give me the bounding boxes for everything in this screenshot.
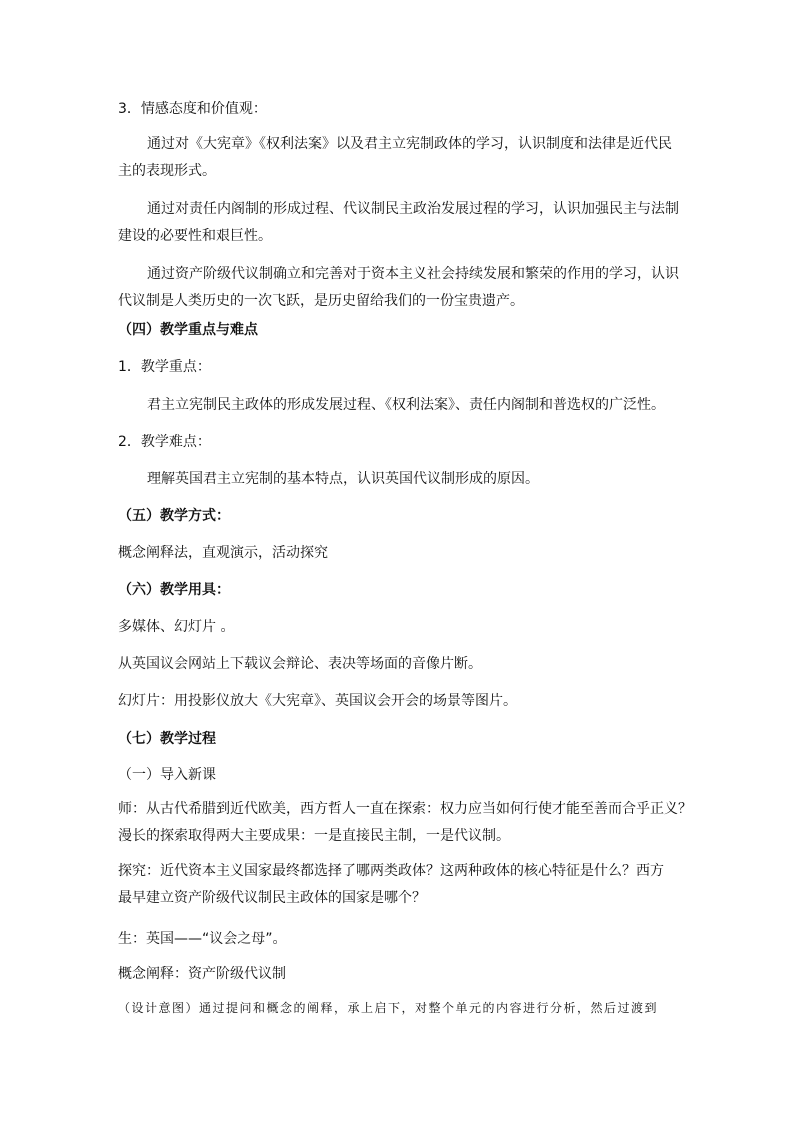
explore-paragraph	[118, 858, 678, 912]
tools-item-2: 从英国议会网站上下载议会辩论、表决等场面的音像片断。	[118, 656, 482, 672]
focus-label: 1．教学重点：	[118, 359, 211, 375]
paragraph-3-line-2: 代议制是人类历史的一次飞跃，是历史留给我们的一份宝贵遗产。	[118, 293, 524, 309]
concept-explanation: 概念阐释：资产阶级代议制	[118, 966, 286, 982]
focus-text: 君主立宪制民主政体的形成发展过程、《权利法案》、责任内阁制和普选权的广泛性。	[147, 397, 665, 413]
tools-item-1: 多媒体、幻灯片 。	[118, 619, 235, 635]
student-answer: 生：英国——“议会之母”。	[118, 931, 287, 947]
paragraph-1	[118, 131, 678, 185]
paragraph-3-line-1: 通过资产阶级代议制确立和完善对于资本主义社会持续发展和繁荣的作用的学习，认识	[147, 266, 679, 282]
tools-item-3: 幻灯片：用投影仪放大《大宪章》、英国议会开会的场景等图片。	[118, 693, 517, 709]
section-3-heading: 3．情感态度和价值观：	[118, 101, 267, 117]
paragraph-2-line-1: 通过对责任内阁制的形成过程、代议制民主政治发展过程的学习，认识加强民主与法制	[147, 201, 679, 217]
explore-line-1: 探究：近代资本主义国家最终都选择了哪两类政体？这两种政体的核心特征是什么？西方	[118, 863, 664, 879]
difficulty-label: 2．教学难点：	[118, 434, 211, 450]
teacher-paragraph	[118, 796, 692, 850]
heading-4: （四）教学重点与难点	[118, 322, 258, 338]
method-text: 概念阐释法，直观演示，活动探究	[118, 545, 328, 561]
heading-7: （七）教学过程	[118, 731, 216, 747]
heading-5: （五）教学方式：	[118, 508, 230, 524]
paragraph-1-line-1: 通过对《大宪章》《权利法案》以及君主立宪制政体的学习，认识制度和法律是近代民	[147, 136, 672, 152]
design-intent-note: （设计意图）通过提问和概念的阐释，承上启下，对整个单元的内容进行分析，然后过渡到	[118, 1001, 659, 1015]
heading-6: （六）教学用具：	[118, 582, 230, 598]
teacher-line-2: 漫长的探索取得两大主要成果：一是直接民主制，一是代议制。	[118, 828, 510, 844]
teacher-line-1: 师：从古代希腊到近代欧美，西方哲人一直在探索：权力应当如何行使才能至善而合乎正义？	[118, 801, 692, 817]
explore-line-2: 最早建立资产阶级代议制民主政体的国家是哪个？	[118, 890, 426, 906]
paragraph-2-line-2: 建设的必要性和艰巨性。	[118, 228, 272, 244]
paragraph-2	[118, 196, 678, 250]
paragraph-1-line-2: 主的表现形式。	[118, 163, 216, 179]
difficulty-text: 理解英国君主立宪制的基本特点，认识英国代议制形成的原因。	[147, 471, 539, 487]
subheading-intro: （一）导入新课	[118, 767, 216, 783]
paragraph-3	[118, 261, 678, 315]
